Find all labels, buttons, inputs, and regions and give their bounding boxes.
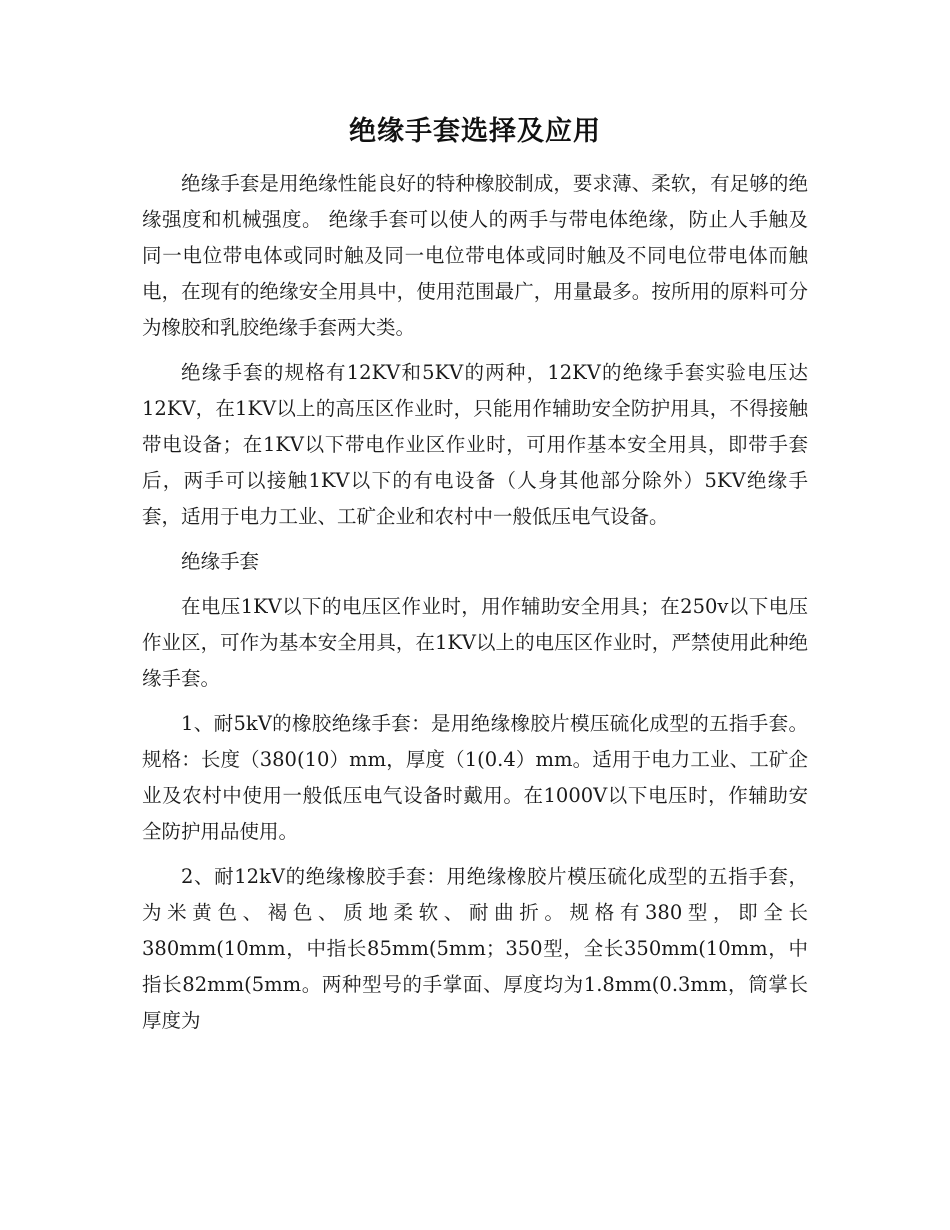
- document-body: [142, 166, 808, 1048]
- paragraph-5kv-gloves: 1、耐5kV的橡胶绝缘手套：是用绝缘橡胶片模压硫化成型的五指手套。规格：长度（380(10）mm，厚度（1(0.4）mm。适用于电力工业、工矿企业及农村中使用一般低压电气设备时戴用。在1000V以下电压时，作辅助安全防护用品使用。: [142, 712, 808, 843]
- paragraph-usage: 在电压1KV以下的电压区作业时，用作辅助安全用具；在250v以下电压作业区，可作为基本安全用具，在1KV以上的电压区作业时，严禁使用此种绝缘手套。: [142, 595, 808, 690]
- paragraph-intro: 绝缘手套是用绝缘性能良好的特种橡胶制成，要求薄、柔软，有足够的绝缘强度和机械强度。 绝缘手套可以使人的两手与带电体绝缘，防止人手触及同一电位带电体或同时触及同一电位带电体或同时触及不同电位带电体而触电，在现有的绝缘安全用具中，使用范围最广，用量最多。按所用的原料可分为橡胶和乳胶绝缘手套两大类。: [142, 172, 808, 339]
- document-title: 绝缘手套选择及应用: [349, 116, 601, 147]
- paragraph-specifications: 绝缘手套的规格有12KV和5KV的两种，12KV的绝缘手套实验电压达12KV，在1KV以上的高压区作业时，只能用作辅助安全防护用具，不得接触带电设备；在1KV以下带电作业区作业时，可用作基本安全用具，即带手套后，两手可以接触1KV以下的有电设备（人身其他部分除外）5KV绝缘手套，适用于电力工业、工矿企业和农村中一般低压电气设备。: [142, 361, 808, 528]
- paragraph-heading-gloves: 绝缘手套: [181, 550, 260, 573]
- paragraph-12kv-gloves: 2、耐12kV的绝缘橡胶手套：用绝缘橡胶片模压硫化成型的五指手套，为米黄色、褐色、质地柔软、耐曲折。规格有380型，即全长380mm(10mm，中指长85mm(5mm；350型，全长350mm(10mm，中指长82mm(5mm。两种型号的手掌面、厚度均为1.8mm(0.3mm，筒掌长厚度为: [142, 865, 808, 1032]
